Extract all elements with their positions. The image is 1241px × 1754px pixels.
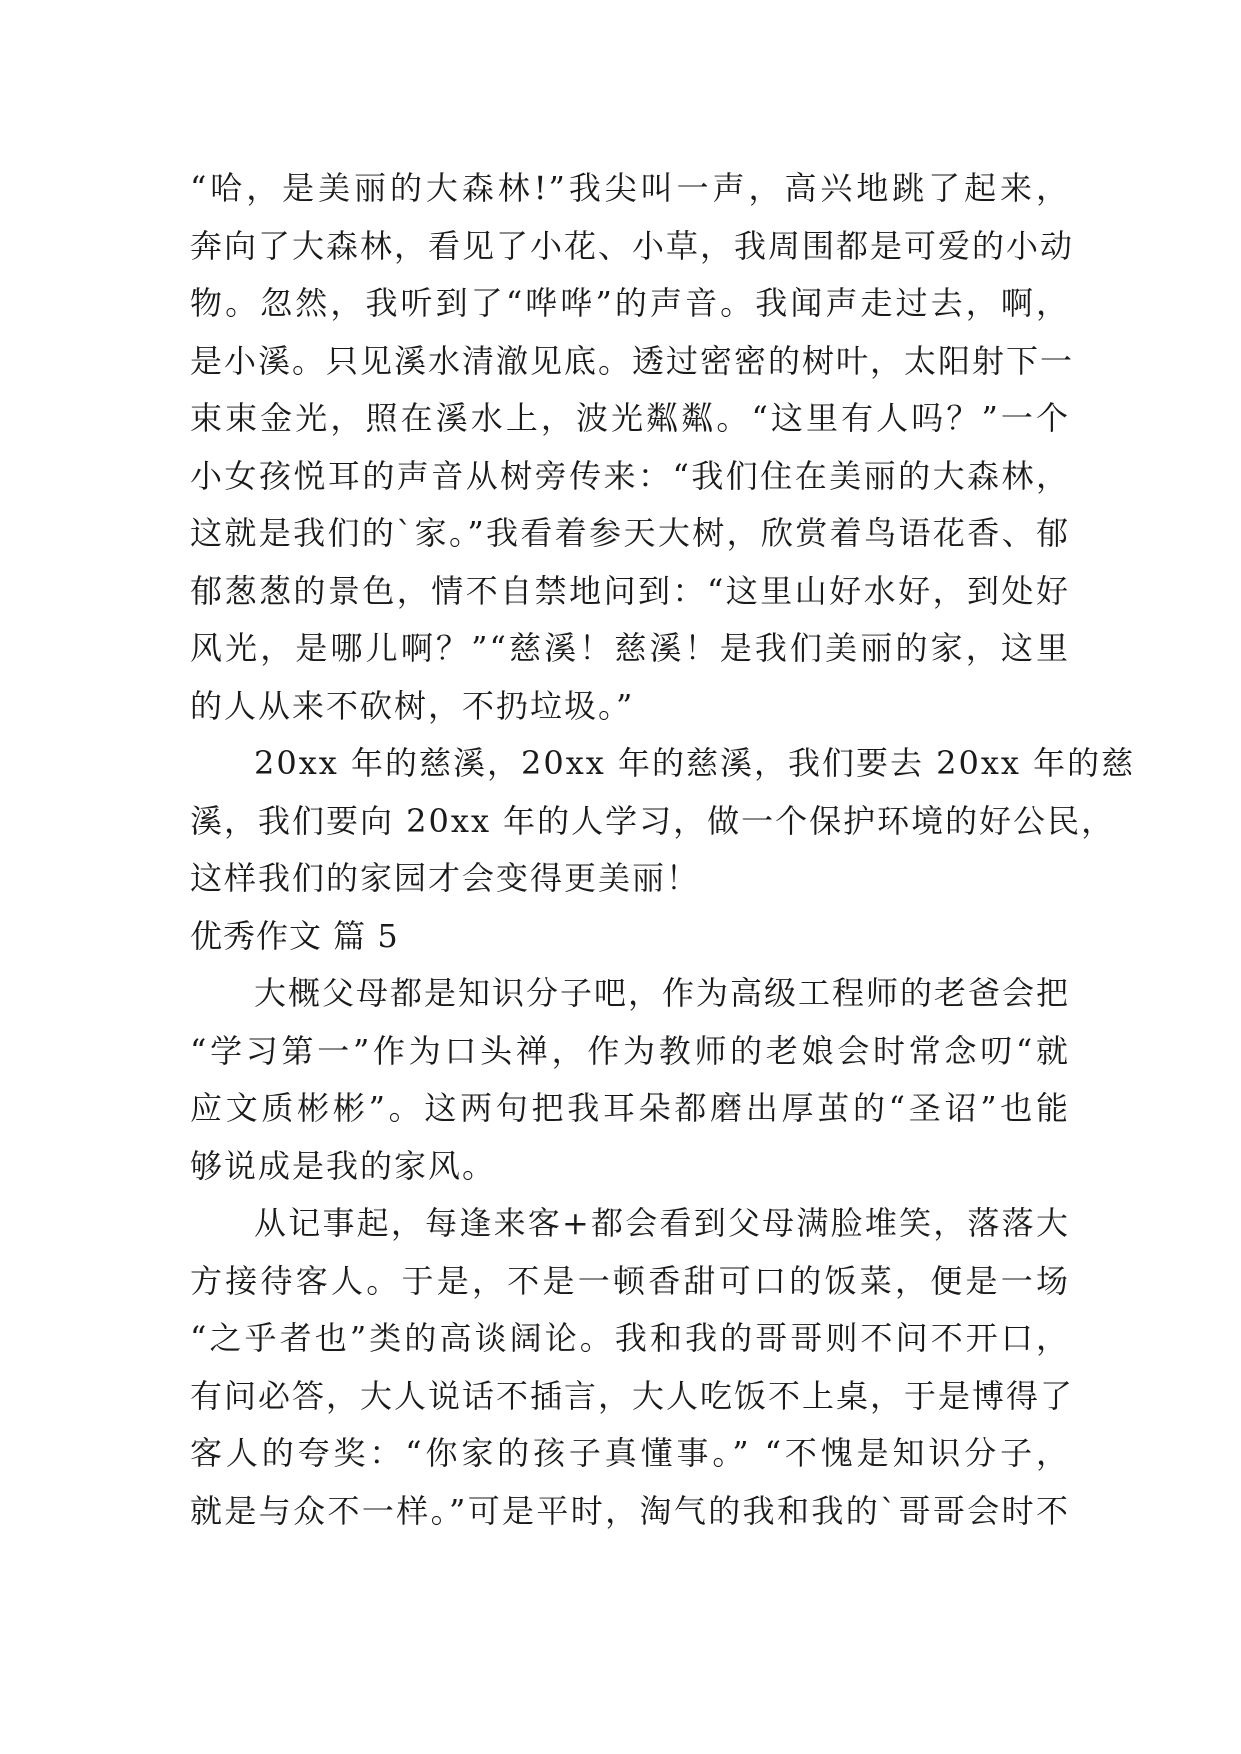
paragraph-2 bbox=[190, 735, 1136, 908]
text-line: 物。忽然，我听到了“哗哗”的声音。我闻声走过去，啊， bbox=[190, 284, 1070, 322]
section-heading: 优秀作文 篇 5 bbox=[190, 916, 399, 955]
text-line: 奔向了大森林，看见了小花、小草，我周围都是可爱的小动 bbox=[190, 226, 1075, 265]
text-line: 大概父母都是知识分子吧，作为高级工程师的老爸会把 bbox=[254, 974, 1071, 1012]
text-line: 从记事起，每逢来客+都会看到父母满脸堆笑，落落大 bbox=[254, 1204, 1070, 1242]
text-line: 溪，我们要向 20xx 年的人学习，做一个保护环境的好公民， bbox=[190, 801, 1116, 840]
text-line: 的人从来不砍树，不扔垃圾。” bbox=[190, 686, 635, 725]
text-line: 风光，是哪儿啊？”“慈溪！慈溪！是我们美丽的家，这里 bbox=[190, 629, 1070, 667]
text-line: 有问必答，大人说话不插言，大人吃饭不上桌，于是博得了 bbox=[190, 1376, 1075, 1415]
paragraph-1 bbox=[190, 160, 1075, 735]
text-line: 20xx 年的慈溪，20xx 年的慈溪，我们要去 20xx 年的慈 bbox=[254, 744, 1136, 782]
paragraph-3 bbox=[190, 965, 1070, 1195]
text-line: 客人的夸奖：“你家的孩子真懂事。” “不愧是知识分子， bbox=[190, 1434, 1070, 1472]
text-line: 就是与众不一样。”可是平时，淘气的我和我的`哥哥会时不 bbox=[190, 1491, 1070, 1530]
text-line: 小女孩悦耳的声音从树旁传来：“我们住在美丽的大森林， bbox=[190, 456, 1070, 495]
paragraph-4 bbox=[190, 1195, 1075, 1540]
text-line: 束束金光，照在溪水上，波光粼粼。“这里有人吗？”一个 bbox=[190, 399, 1070, 437]
text-line: 是小溪。只见溪水清澈见底。透过密密的树叶，太阳射下一 bbox=[190, 341, 1075, 380]
text-line: 这就是我们的`家。”我看着参天大树，欣赏着鸟语花香、郁 bbox=[190, 514, 1070, 552]
document-page bbox=[190, 160, 1136, 1540]
text-line: 够说成是我的家风。 bbox=[190, 1146, 497, 1185]
text-line: “之乎者也”类的高谈阔论。我和我的哥哥则不问不开口， bbox=[190, 1319, 1070, 1357]
text-line: 应文质彬彬”。这两句把我耳朵都磨出厚茧的“圣诏”也能 bbox=[190, 1089, 1070, 1127]
text-line: 郁葱葱的景色，情不自禁地问到：“这里山好水好，到处好 bbox=[190, 571, 1070, 610]
text-line: 方接待客人。于是，不是一顿香甜可口的饭菜，便是一场 bbox=[190, 1261, 1070, 1300]
text-line: “哈，是美丽的大森林!”我尖叫一声，高兴地跳了起来， bbox=[190, 169, 1070, 207]
text-line: 这样我们的家园才会变得更美丽！ bbox=[190, 859, 701, 897]
text-line: “学习第一”作为口头禅，作为教师的老娘会时常念叨“就 bbox=[190, 1031, 1070, 1070]
